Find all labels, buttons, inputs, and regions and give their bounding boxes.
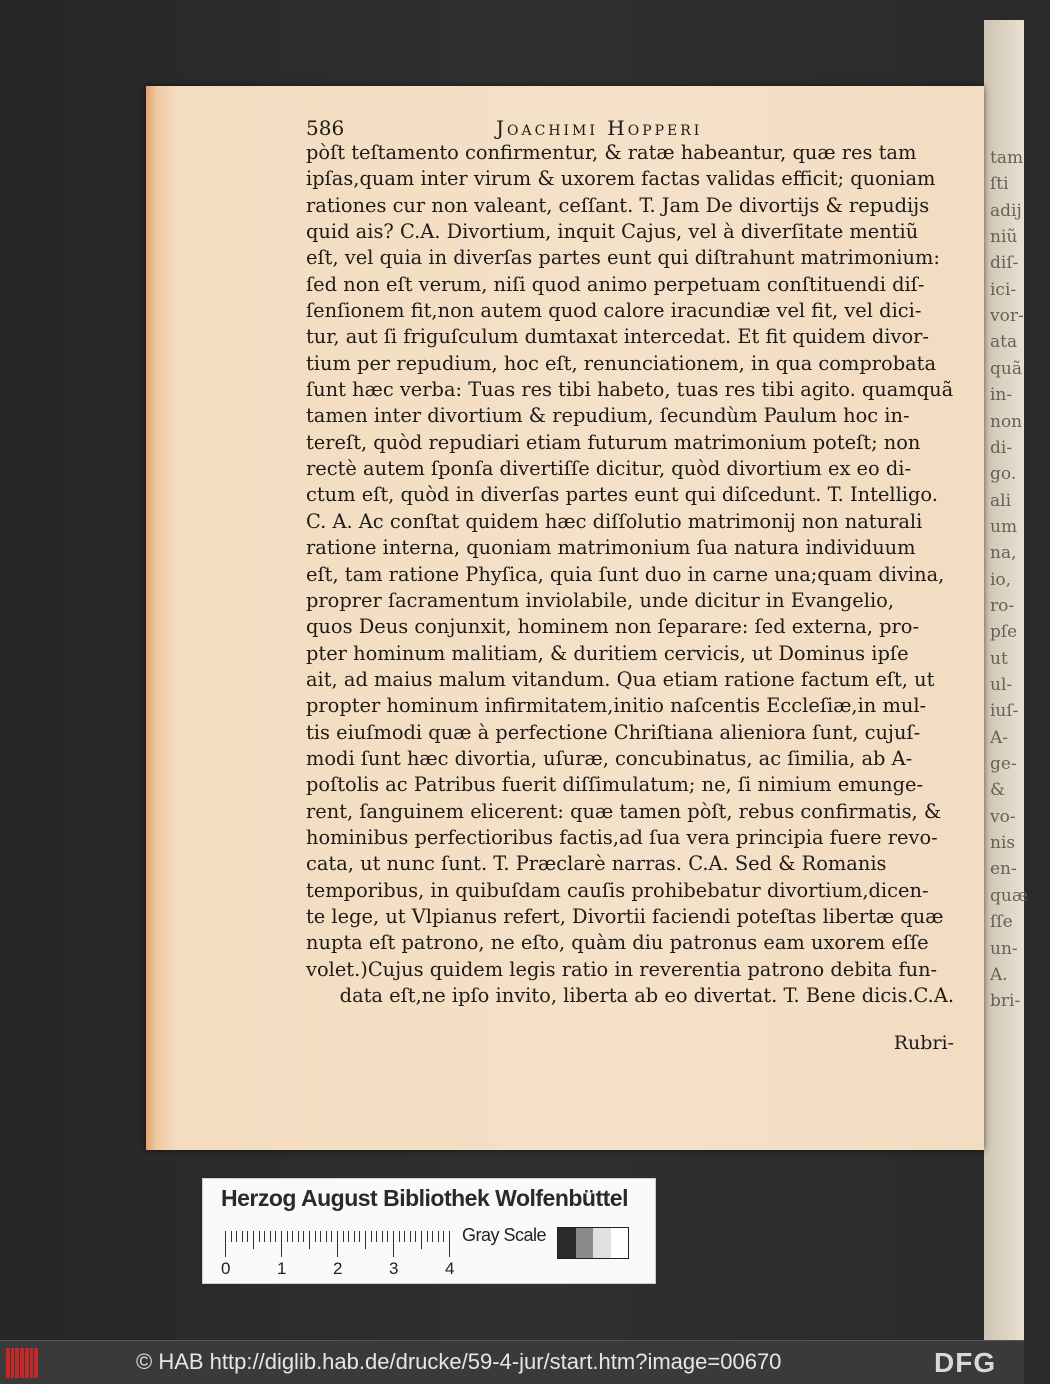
- text-line: tis eiuſmodi quæ à perfectione Chriſtiana alieniora ſunt, cujuſ-: [306, 720, 921, 744]
- gray-scale-label: Gray Scale: [462, 1225, 547, 1245]
- next-page-fragment: iuſ-: [990, 701, 1019, 722]
- text-line: ratione interna, quoniam matrimonium ſua natura individuum: [306, 536, 916, 560]
- text-line: eſt, tam ratione Phyſica, quia ſunt duo in carne una;quam divina,: [306, 562, 945, 586]
- next-page-edge: [984, 20, 1028, 1340]
- next-page-fragment: vor-: [990, 306, 1024, 327]
- body-text: [306, 140, 954, 1009]
- ruler-tick: [443, 1231, 444, 1242]
- next-page-fragment: quã: [990, 358, 1022, 379]
- ruler-tick: [399, 1231, 400, 1242]
- text-line: quos Deus conjunxit, hominem non ſeparare: ſed externa, pro-: [306, 615, 920, 639]
- ruler-tick: [292, 1231, 293, 1242]
- gray-patch: [576, 1228, 594, 1258]
- text-line: C. A. Ac conſtat quidem hæc diſſolutio matrimonij non naturali: [306, 509, 923, 533]
- ruler-tick: [415, 1231, 416, 1242]
- next-page-fragment: niũ: [990, 227, 1018, 248]
- library-label-card: [202, 1178, 656, 1284]
- gray-patch: [593, 1228, 611, 1258]
- next-page-fragment: diſ-: [990, 253, 1019, 274]
- text-line: tamen inter divortium & repudium, ſecundùm Paulum hoc in-: [306, 404, 910, 428]
- next-page-fragment: un-: [990, 938, 1018, 959]
- ruler-tick: [354, 1231, 355, 1242]
- text-line: nupta eſt patrono, ne eſto, quàm diu patronus eam uxorem eſſe: [306, 931, 929, 955]
- ruler-tick: [343, 1231, 344, 1242]
- text-line: rationes cur non valeant, ceſſant. T. Jam De divortijs & repudijs: [306, 193, 930, 217]
- next-page-fragment: &: [990, 780, 1006, 801]
- text-line: modi ſunt hæc divortia, uſuræ, concubinatus, ac ſimilia, ab A-: [306, 746, 913, 770]
- ruler-tick: [253, 1231, 254, 1249]
- ruler-tick: [359, 1231, 360, 1242]
- catchword: Rubri-: [893, 1032, 954, 1054]
- text-line: data eſt,ne ipſo invito, liberta ab eo divertat. T. Bene dicis.C.A.: [339, 984, 954, 1007]
- next-page-fragment: ici-: [990, 279, 1017, 300]
- ruler-tick: [449, 1231, 450, 1257]
- ruler-tick: [242, 1231, 243, 1242]
- ruler-tick: [421, 1231, 422, 1249]
- next-page-fragment: nis: [990, 833, 1016, 854]
- text-line: tur, aut ſi friguſculum dumtaxat intercedat. Et fit quidem divor-: [306, 325, 929, 349]
- ruler-tick: [264, 1231, 265, 1242]
- ruler-tick: [326, 1231, 327, 1242]
- next-page-fragment: adij: [990, 200, 1022, 221]
- next-page-fragment: quæ: [990, 885, 1028, 906]
- ruler-tick: [298, 1231, 299, 1242]
- ruler-tick: [225, 1231, 226, 1257]
- gray-scale-chart: [557, 1227, 629, 1259]
- text-line: ctum eſt, quòd in diverſas partes eunt qui diſcedunt. T. Intelligo.: [306, 483, 938, 507]
- text-line: ſed non eſt verum, niſi quod animo perpetuam conſtituendi diſ-: [306, 272, 925, 296]
- text-line: ſenſionem fit,non autem quod calore iracundiæ vel fit, vel dici-: [306, 299, 922, 323]
- next-page-fragment: bri-: [990, 991, 1021, 1012]
- text-line: quid ais? C.A. Divortium, inquit Cajus, vel à diverſitate mentiũ: [306, 220, 919, 244]
- next-page-fragment: io,: [990, 569, 1012, 590]
- ruler-tick: [382, 1231, 383, 1242]
- next-page-fragment: A-: [990, 727, 1009, 748]
- next-page-fragment: ata: [990, 332, 1018, 353]
- text-line: ſunt hæc verba: Tuas res tibi habeto, tuas res tibi agito. quamquã: [306, 378, 954, 402]
- viewer-footer: [0, 1340, 1024, 1384]
- dfg-logo: DFG: [934, 1347, 997, 1378]
- ruler-tick: [231, 1231, 232, 1242]
- text-line: tium per repudium, hoc eſt, renunciationem, in qua comprobata: [306, 351, 937, 375]
- ruler-tick: [376, 1231, 377, 1242]
- ruler-tick: [320, 1231, 321, 1242]
- ruler-tick: [393, 1231, 394, 1257]
- ruler-tick: [315, 1231, 316, 1242]
- text-line: cata, ut nunc ſunt. T. Præclarè narras. C.A. Sed & Romanis: [306, 852, 887, 876]
- next-page-fragment: ro-: [990, 595, 1015, 616]
- next-page-fragment: na,: [990, 543, 1017, 564]
- next-page-fragment: tam: [990, 148, 1024, 168]
- text-line: volet.)Cujus quidem legis ratio in reverentia patrono debita fun-: [306, 957, 938, 981]
- text-line: te lege, ut Vlpianus refert, Divortii faciendi poteſtas libertæ quæ: [306, 904, 944, 928]
- ruler-tick: [281, 1231, 282, 1257]
- text-line: pòſt teſtamento confirmentur, & ratæ habeantur, quæ res tam: [306, 141, 917, 164]
- text-line: hominibus perfectioribus factis,ad ſua vera principia fuere revo-: [306, 825, 938, 849]
- gray-patch: [558, 1228, 576, 1258]
- ruler-number: 4: [445, 1259, 455, 1278]
- ruler-tick: [259, 1231, 260, 1242]
- ruler-tick: [387, 1231, 388, 1242]
- ruler-tick: [247, 1231, 248, 1242]
- next-page-fragment: en-: [990, 859, 1017, 880]
- next-page-fragment: ſſe: [990, 912, 1013, 933]
- next-page-fragment: non: [990, 411, 1023, 432]
- ruler-number: 3: [389, 1259, 399, 1278]
- text-line: rent, ſanguinem elicerent: quæ tamen pòſt, rebus confirmatis, &: [306, 799, 942, 823]
- next-page-fragment: in-: [990, 385, 1013, 406]
- text-line: proprer ſacramentum inviolabile, unde dicitur in Evangelio,: [306, 588, 895, 612]
- text-line: rectè autem ſponſa divertiſſe dicitur, quòd divortium ex eo di-: [306, 457, 912, 481]
- next-page-fragment: ge-: [990, 754, 1017, 775]
- next-page-fragment: pſe: [990, 622, 1018, 643]
- hab-logo-icon: [6, 1348, 38, 1378]
- ruler-tick: [427, 1231, 428, 1242]
- ruler-tick: [275, 1231, 276, 1242]
- text-line: poſtolis ac Patribus fuerit diſſimulatum; ne, ſi nimium emunge-: [306, 773, 924, 797]
- text-line: pter hominum malitiam, & duritiem cervicis, ut Dominus ipſe: [306, 641, 909, 665]
- book-page: [146, 86, 984, 1150]
- next-page-fragment: vo-: [990, 806, 1016, 827]
- text-line: eſt, vel quia in diverſas partes eunt qui diſtrahunt matrimonium:: [306, 246, 940, 270]
- ruler-tick: [404, 1231, 405, 1242]
- page-number: 586: [306, 116, 345, 140]
- ruler-tick: [270, 1231, 271, 1242]
- next-page-fragment: um: [990, 516, 1018, 537]
- ruler-tick: [287, 1231, 288, 1242]
- ruler-number: 2: [333, 1259, 343, 1278]
- copyright-url[interactable]: © HAB http://diglib.hab.de/drucke/59-4-jur/start.htm?image=00670: [136, 1349, 782, 1374]
- ruler-tick: [348, 1231, 349, 1242]
- ruler-tick: [432, 1231, 433, 1242]
- next-page-fragment: A.: [990, 964, 1008, 985]
- text-line: propter hominum infirmitatem,initio naſcentis Eccleſiæ,in mul-: [306, 694, 927, 718]
- text-line: ipſas,quam inter virum & uxorem factas validas efficit; quoniam: [306, 167, 936, 191]
- ruler-tick: [371, 1231, 372, 1242]
- ruler-tick: [438, 1231, 439, 1242]
- institution-name: Herzog August Bibliothek Wolfenbüttel: [221, 1185, 628, 1211]
- ruler-tick: [236, 1231, 237, 1242]
- next-page-fragment: ſti: [990, 174, 1009, 195]
- next-page-fragment: ali: [990, 490, 1012, 511]
- text-line: ait, ad maius malum vitandum. Qua etiam ratione factum eſt, ut: [306, 667, 935, 691]
- next-page-fragment: ut: [990, 648, 1008, 669]
- ruler-tick: [309, 1231, 310, 1249]
- next-page-fragment: go.: [990, 464, 1017, 485]
- next-page-fragment: ul-: [990, 675, 1013, 695]
- ruler-number: 0: [221, 1259, 231, 1278]
- ruler-number: 1: [277, 1259, 287, 1278]
- ruler-tick: [410, 1231, 411, 1242]
- ruler-tick: [337, 1231, 338, 1257]
- next-page-fragment: di-: [990, 437, 1013, 458]
- ruler: [225, 1231, 453, 1259]
- text-line: temporibus, in quibuſdam cauſis prohibebatur divortium,dicen-: [306, 878, 929, 902]
- ruler-tick: [331, 1231, 332, 1242]
- ruler-tick: [303, 1231, 304, 1242]
- text-line: tereſt, quòd repudiari etiam futurum matrimonium poteſt; non: [306, 430, 921, 454]
- running-title: Joachimi Hopperi: [496, 116, 703, 140]
- gray-patch: [611, 1228, 629, 1258]
- ruler-tick: [365, 1231, 366, 1249]
